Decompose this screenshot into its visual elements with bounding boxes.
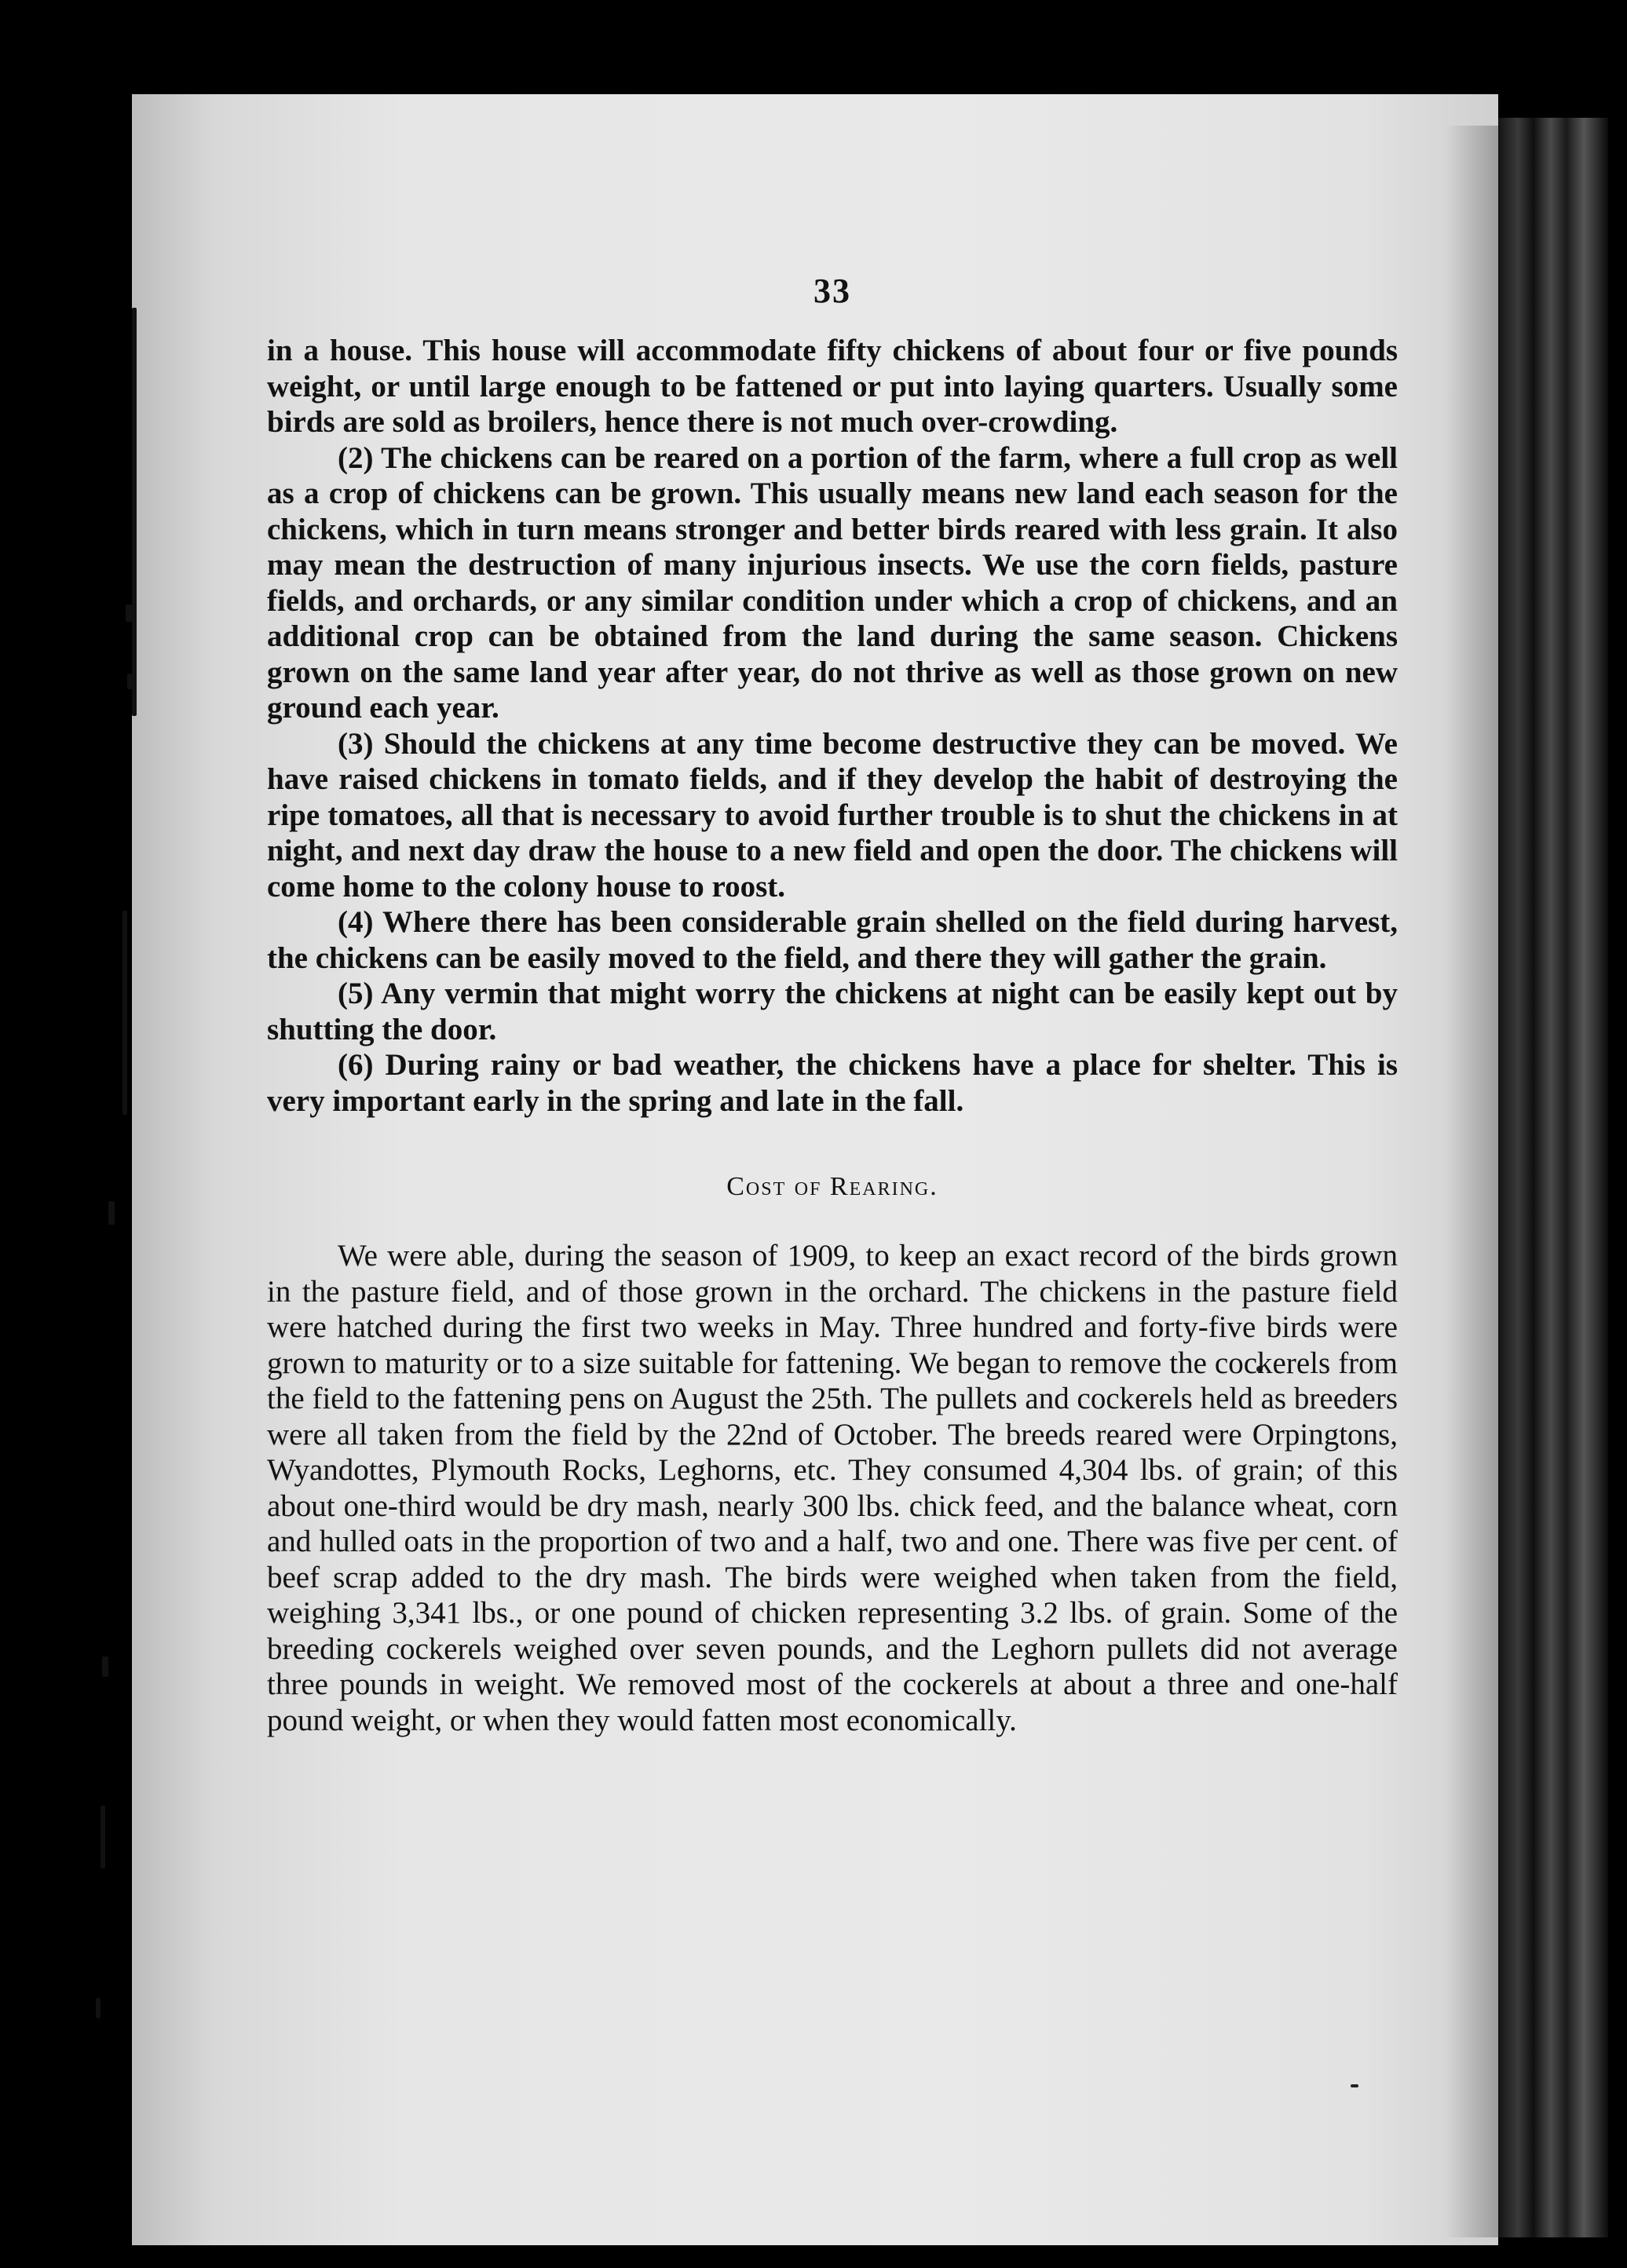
paragraph: in a house. This house will accommodate fifty chickens of about four or five pounds weight, or until large enough to be fattened or put into laying quarters. Usually some birds are sold as broilers, hence there is not much over-crowding. xyxy=(267,334,1398,439)
book-spine-edge xyxy=(1498,118,1608,2237)
paragraph: (4) Where there has been considerable grain shelled on the field during harvest, the chickens can be easily moved to the field, and there they will gather the grain. xyxy=(267,905,1398,975)
section-heading: Cost of Rearing. xyxy=(726,1172,938,1201)
paragraph: (5) Any vermin that might worry the chickens at night can be easily kept out by shutting the door. xyxy=(267,977,1398,1046)
margin-mark xyxy=(108,1201,115,1225)
margin-mark xyxy=(127,674,132,689)
paragraph: We were able, during the season of 1909, to keep an exact record of the birds grown in the pasture field, and of those grown in the orchard. The chickens in the pasture field were hatched during the first two weeks in May. Three hundred and forty-five birds were grown to maturity or to a size suitable for fattening. We began to remove the cockerels from the field to the fattening pens on August the 25th. The pullets and cockerels held as breeders were all taken from the field by the 22nd of October. The breeds reared were Orpingtons, Wyandottes, Plymouth Rocks, Leghorns, etc. They consumed 4,304 lbs. of grain; of this about one-third would be dry mash, nearly 300 lbs. chick feed, and the balance wheat, corn and hulled oats in the proportion of two and a half, two and one. There was five per cent. of beef scrap added to the dry mash. The birds were weighed when taken from the field, weighing 3,341 lbs., or one pound of chicken representing 3.2 lbs. of grain. Some of the breeding cockerels weighed over seven pounds, and the Leghorn pullets did not average three pounds in weight. We removed most of the cockerels at about a three and one-half pound weight, or when they would fatten most economically. xyxy=(267,1239,1398,1737)
margin-mark xyxy=(132,308,137,716)
paragraph: (2) The chickens can be reared on a portion of the farm, where a full crop as well as a crop of chickens can be grown. This usually means new land each season for the chickens, which in turn means stronger and better birds reared with less grain. It also may mean the destruction of many injurious insects. We use the corn fields, pasture fields, and orchards, or any similar condition under which a crop of chickens, and an additional crop can be obtained from the land during the same season. Chickens grown on the same land year after year, do not thrive as well as those grown on new ground each year. xyxy=(267,440,1398,725)
page-content xyxy=(267,271,1398,1738)
paragraph: (3) Should the chickens at any time become destructive they can be moved. We have raised chickens in tomato fields, and if they develop the habit of destroying the ripe tomatoes, all that is necessary to avoid further trouble is to shut the chickens in at night, and next day draw the house to a new field and open the door. The chickens will come home to the colony house to roost. xyxy=(267,726,1398,904)
margin-mark xyxy=(126,604,132,622)
speck xyxy=(1351,2084,1358,2087)
margin-mark xyxy=(96,1998,101,2018)
margin-mark xyxy=(101,1806,105,1868)
bottom-text-block xyxy=(267,1238,1398,1738)
page-gutter-shadow xyxy=(1445,126,1500,2237)
paragraph: (6) During rainy or bad weather, the chickens have a place for shelter. This is very important early in the spring and late in the fall. xyxy=(267,1048,1398,1118)
margin-mark xyxy=(122,911,127,1115)
page-number: 33 xyxy=(814,272,851,310)
margin-mark xyxy=(102,1656,108,1677)
top-text-block xyxy=(267,333,1398,1119)
